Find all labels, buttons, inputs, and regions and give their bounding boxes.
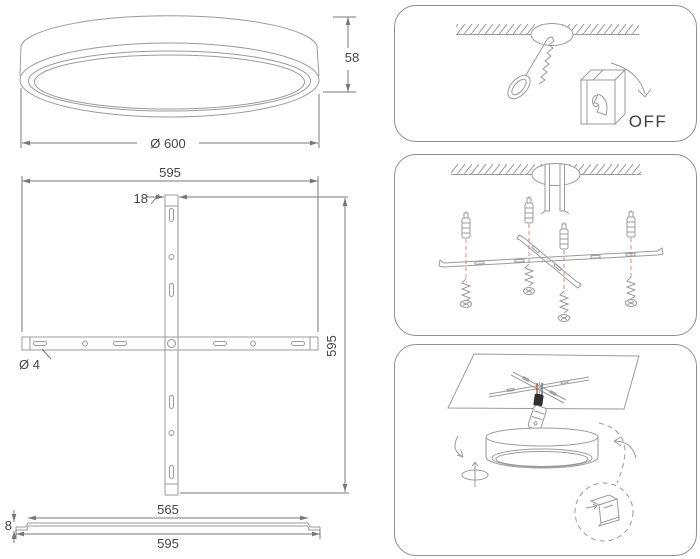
screw-icon xyxy=(524,264,535,295)
screw-icon xyxy=(626,277,637,307)
dim-cross-bar-width xyxy=(134,191,348,206)
hole-diameter-callout xyxy=(19,349,51,372)
step-3-attach-lamp-panel xyxy=(394,344,697,556)
bar-full-length-label: 595 xyxy=(157,536,179,551)
center-hole xyxy=(168,340,176,348)
step-2-mount-bracket-panel xyxy=(394,154,697,336)
wall-anchor-icon xyxy=(525,198,533,223)
mounting-cross-plan xyxy=(22,195,318,495)
cross-horizontal-bar xyxy=(22,337,318,350)
bar-inner-length-label: 565 xyxy=(157,502,179,517)
clip-detail xyxy=(586,495,619,526)
cross-height-label: 595 xyxy=(324,335,339,357)
hole-diameter-label: Ø 4 xyxy=(19,357,40,372)
lamp-side-view xyxy=(20,16,319,117)
mounting-bar-profile xyxy=(16,523,320,530)
wall-anchor-icon xyxy=(560,224,568,249)
dim-lamp-height xyxy=(323,17,359,92)
dim-lamp-diameter xyxy=(21,88,319,151)
lamp-height-label: 58 xyxy=(344,50,360,65)
step-1-illustration xyxy=(395,6,696,141)
step-3-illustration xyxy=(395,345,696,555)
screw-icon xyxy=(559,291,570,322)
detail-leader xyxy=(599,423,625,483)
step-1-power-off-panel xyxy=(394,5,697,142)
dim-bar-full-length xyxy=(16,530,320,551)
lamp-body xyxy=(486,428,598,468)
cross-bar-width-label: 18 xyxy=(133,191,148,206)
step-2-illustration xyxy=(395,155,696,335)
cross-width-label: 595 xyxy=(159,165,181,180)
dim-bar-profile-height xyxy=(5,510,14,543)
cross-vertical-bar xyxy=(165,195,178,495)
ceiling-plane xyxy=(448,354,639,409)
power-off-label: OFF xyxy=(628,112,668,131)
ceiling-hole xyxy=(532,164,580,186)
wall-anchor-icon xyxy=(627,212,635,237)
dim-bar-inner-length xyxy=(28,502,308,518)
dim-cross-width xyxy=(22,165,318,332)
bar-profile-height-label: 8 xyxy=(4,518,12,533)
screwdriver-icon xyxy=(504,37,554,103)
wall-anchor-icon xyxy=(462,213,470,238)
rotation-axis-icon xyxy=(462,462,488,487)
rotation-arrow-icon xyxy=(455,436,463,457)
lamp-diameter-label: Ø 600 xyxy=(150,136,186,151)
light-switch-icon xyxy=(581,70,625,124)
screw-icon xyxy=(461,279,472,308)
dim-cross-height xyxy=(180,198,349,493)
